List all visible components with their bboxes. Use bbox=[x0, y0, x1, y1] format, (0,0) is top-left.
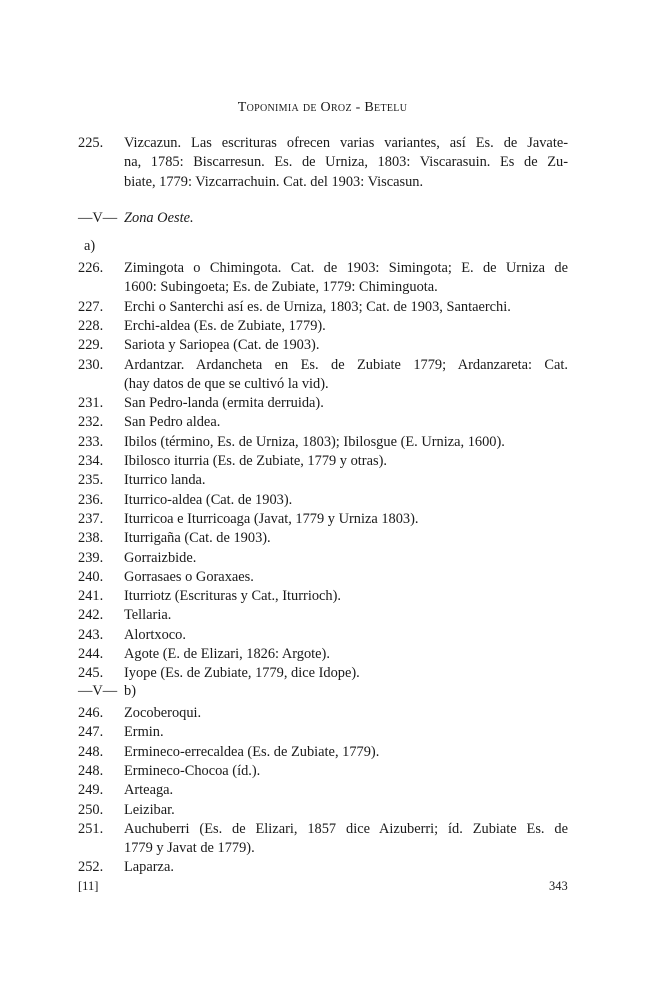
entry-text bbox=[124, 433, 568, 452]
entry-text bbox=[124, 510, 568, 529]
entry-text bbox=[124, 704, 568, 723]
entry-number: 237. bbox=[78, 510, 104, 527]
entry-number: 250. bbox=[78, 801, 104, 818]
section-label: Zona Oeste. bbox=[124, 210, 194, 226]
entry-number: 235. bbox=[78, 472, 104, 489]
entry-text bbox=[124, 491, 568, 510]
section-dash: —V— bbox=[78, 210, 118, 226]
entry-number: 234. bbox=[78, 453, 104, 469]
entry-text bbox=[124, 568, 568, 587]
entry-text-line: (hay datos de que se cultivó la vid). bbox=[124, 375, 329, 392]
entry-text-line: Ermineco-errecaldea (Es. de Zubiate, 1779). bbox=[124, 743, 380, 760]
entry-text bbox=[124, 664, 568, 683]
entry-text-line: Auchuberri (Es. de Elizari, 1857 dice Aizuberri; íd. Zubiate Es. de bbox=[124, 820, 568, 837]
entry-text bbox=[124, 606, 568, 625]
entry-text-line: Ermineco-Chocoa (íd.). bbox=[124, 762, 261, 779]
entry-number: 249. bbox=[78, 782, 104, 799]
entry-number: 251. bbox=[78, 820, 104, 837]
entry-text bbox=[124, 356, 568, 395]
section-heading-b bbox=[78, 683, 136, 700]
entry-text-line: Erchi-aldea (Es. de Zubiate, 1779). bbox=[124, 317, 326, 334]
entry-number: 239. bbox=[78, 549, 104, 566]
entry-number: 243. bbox=[78, 626, 104, 643]
entry-text bbox=[124, 743, 568, 762]
running-header: Toponimia de Oroz - Betelu bbox=[237, 100, 408, 115]
entry-text-line: Iturrico landa. bbox=[124, 472, 206, 489]
entry-number: 248. bbox=[78, 743, 104, 760]
entry-number: 246. bbox=[78, 705, 104, 721]
entry-number: 242. bbox=[78, 607, 104, 624]
entry-text bbox=[124, 471, 568, 490]
entry-text-line: Ermin. bbox=[124, 724, 164, 741]
entry-text-line: Tellaria. bbox=[124, 607, 172, 624]
entry-text-line: Zocoberoqui. bbox=[124, 705, 202, 721]
section-heading-west bbox=[78, 210, 194, 227]
entry-number: 241. bbox=[78, 588, 104, 605]
page-number: 343 bbox=[549, 879, 568, 893]
entry-text-line: Alortxoco. bbox=[124, 626, 186, 643]
entry-number: 236. bbox=[78, 491, 104, 508]
entry-text-line: na, 1785: Biscarresun. Es. de Urniza, 1803: Viscarasuin. Es de Zu- bbox=[124, 154, 568, 171]
entry-text bbox=[124, 134, 568, 192]
entry-number: 228. bbox=[78, 317, 104, 334]
entry-text-line: Iturrico-aldea (Cat. de 1903). bbox=[124, 491, 293, 508]
entry-number: 229. bbox=[78, 337, 104, 354]
entry-number: 233. bbox=[78, 433, 104, 450]
entry-text-line: Ardantzar. Ardancheta en Es. de Zubiate 1779; Ardanzareta: Cat. bbox=[124, 356, 568, 373]
entry-text-line: Sariota y Sariopea (Cat. de 1903). bbox=[124, 337, 320, 354]
entry-text-line: San Pedro aldea. bbox=[124, 414, 221, 431]
entry-text-line: Iturrigaña (Cat. de 1903). bbox=[124, 530, 271, 547]
entry-number: 238. bbox=[78, 530, 104, 547]
entry-number: 225. bbox=[78, 135, 104, 151]
entry-text bbox=[124, 858, 568, 877]
entry-text bbox=[124, 452, 568, 471]
entry-text bbox=[124, 549, 568, 568]
entry-text bbox=[124, 529, 568, 548]
entry-text bbox=[124, 820, 568, 859]
entry-text-line: Ibilos (término, Es. de Urniza, 1803); Ibilosgue (E. Urniza, 1600). bbox=[124, 433, 505, 450]
entry-number: 248. bbox=[78, 762, 104, 779]
entry-text bbox=[124, 394, 568, 413]
entry-text bbox=[124, 317, 568, 336]
entry-text bbox=[124, 781, 568, 800]
entry-text-line: Iyope (Es. de Zubiate, 1779, dice Idope). bbox=[124, 665, 360, 682]
entry-text bbox=[124, 762, 568, 781]
entry-text-line: Leizibar. bbox=[124, 801, 175, 818]
entry-text bbox=[124, 723, 568, 742]
entry-text-line: 1779 y Javat de 1779). bbox=[124, 840, 255, 857]
entry-number: 230. bbox=[78, 356, 104, 373]
footer-section-number: [11] bbox=[78, 879, 99, 893]
entry-text bbox=[124, 259, 568, 298]
entry-text bbox=[124, 626, 568, 645]
entry-text bbox=[124, 298, 568, 317]
entry-text bbox=[124, 645, 568, 664]
entry-text bbox=[124, 413, 568, 432]
entry-text bbox=[124, 801, 568, 820]
entry-text-line: biate, 1779: Vizcarrachuin. Cat. del 1903: Viscasun. bbox=[124, 173, 424, 190]
entry-text-line: 1600: Subingoeta; Es. de Zubiate, 1779: Chiminguota. bbox=[124, 279, 438, 296]
entry-text-line: Arteaga. bbox=[124, 782, 174, 799]
entry-number: 231. bbox=[78, 395, 104, 412]
entry-text-line: Iturricoa e Iturricoaga (Javat, 1779 y Urniza 1803). bbox=[124, 510, 419, 527]
section-label: b) bbox=[124, 683, 136, 699]
entry-text bbox=[124, 587, 568, 606]
entry-text-line: Gorraizbide. bbox=[124, 549, 197, 566]
entry-text-line: Agote (E. de Elizari, 1826: Argote). bbox=[124, 646, 330, 662]
entry-text-line: San Pedro-landa (ermita derruida). bbox=[124, 395, 324, 412]
entry-text-line: Vizcazun. Las escrituras ofrecen varias variantes, así Es. de Javate- bbox=[124, 135, 568, 151]
entry-text-line: Gorrasaes o Goraxaes. bbox=[124, 568, 254, 585]
entry-number: 247. bbox=[78, 724, 104, 741]
entry-text-line: Erchi o Santerchi así es. de Urniza, 1803; Cat. de 1903, Santaerchi. bbox=[124, 298, 511, 315]
section-dash: —V— bbox=[78, 683, 118, 699]
entry-number: 227. bbox=[78, 298, 104, 315]
entry-text-line: Laparza. bbox=[124, 859, 174, 876]
subsection-a-label: a) bbox=[84, 238, 96, 254]
entry-number: 240. bbox=[78, 568, 104, 585]
entry-number: 226. bbox=[78, 260, 104, 276]
entry-text-line: Ibilosco iturria (Es. de Zubiate, 1779 y otras). bbox=[124, 453, 387, 469]
entry-number: 232. bbox=[78, 414, 104, 431]
entry-number: 244. bbox=[78, 646, 104, 662]
entry-text-line: Iturriotz (Escrituras y Cat., Iturrioch). bbox=[124, 588, 341, 605]
entry-text bbox=[124, 336, 568, 355]
entry-number: 252. bbox=[78, 859, 104, 876]
entry-text-line: Zimingota o Chimingota. Cat. de 1903: Simingota; E. de Urniza de bbox=[124, 260, 568, 276]
entry-number: 245. bbox=[78, 665, 104, 682]
